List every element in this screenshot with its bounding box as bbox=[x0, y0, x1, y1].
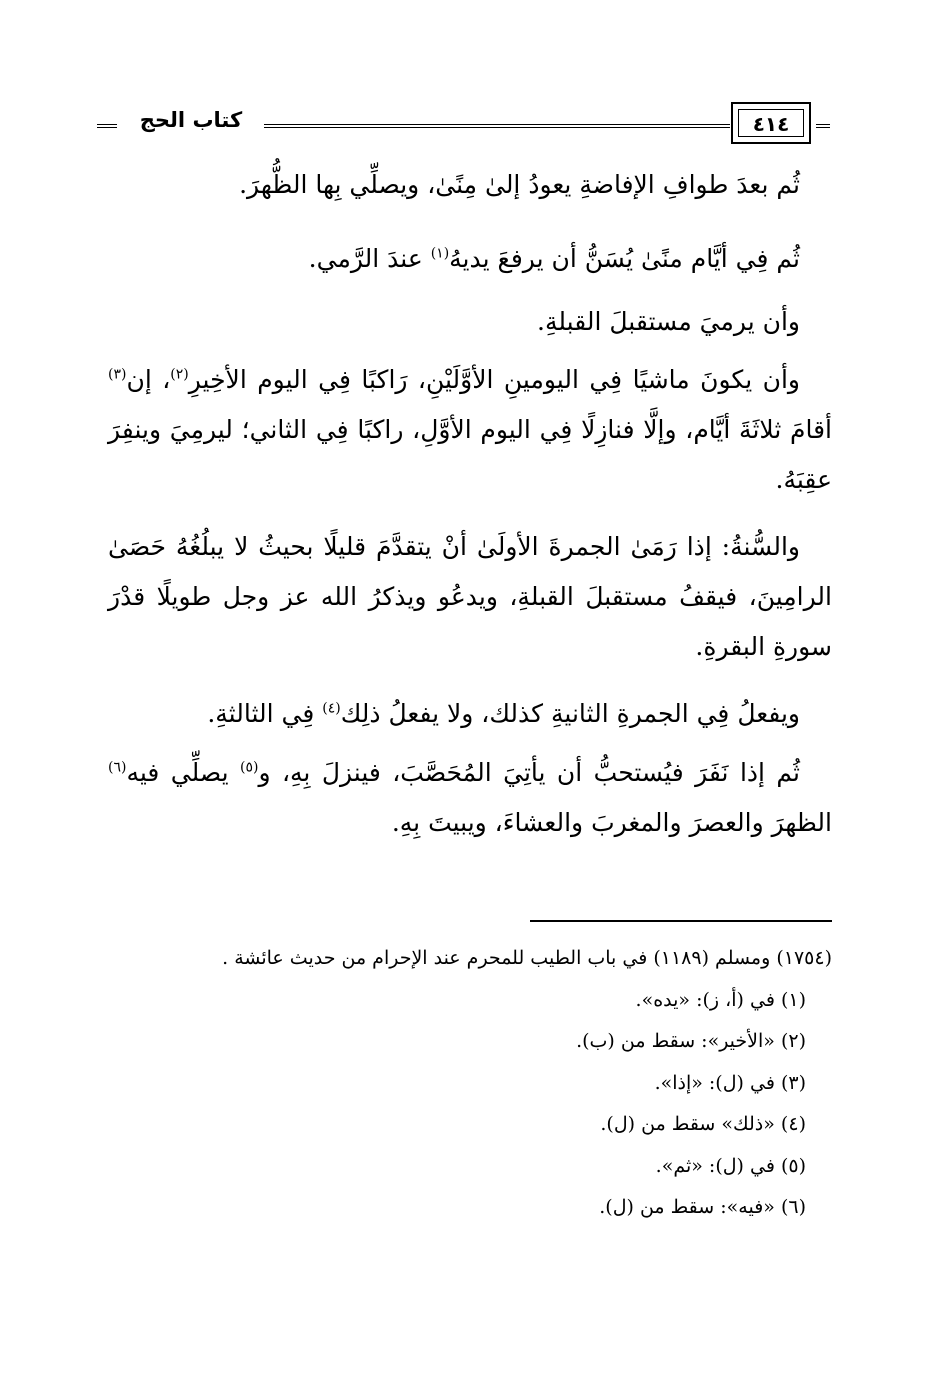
footnote-separator bbox=[530, 920, 832, 922]
paragraph-7 bbox=[108, 748, 832, 848]
paragraph-7-text-a: ثُم إذا نَفَرَ فيُستحبُّ أن يأتِيَ المُحَصَّبَ، فينزلَ بِهِ، و bbox=[258, 758, 800, 787]
header-rule-middle bbox=[264, 124, 730, 128]
footnote-ref-3: (٣) bbox=[108, 366, 127, 383]
paragraph-5: والسُّنةُ: إذا رَمَىٰ الجمرةَ الأولَىٰ أنْ يتقدَّمَ قليلًا بحيثُ لا يبلُغُهُ حَصَىٰ الرامِينَ، فيقفُ مستقبلَ القبلةِ، ويدعُو ويذكرُ الله عز وجل طويلًا قدْرَ سورةِ البقرةِ. bbox=[108, 532, 832, 661]
footnote-continued: (١٧٥٤) ومسلم (١١٨٩) في باب الطيب للمحرم عند الإحرام من حديث عائشة . bbox=[222, 947, 832, 969]
footnote-6: (٦) «فيه»: سقط من (ل). bbox=[599, 1196, 806, 1218]
footnotes bbox=[108, 938, 832, 1229]
footnote-ref-6: (٦) bbox=[108, 759, 127, 776]
paragraph-7-text-c: الظهرَ والعصرَ والمغربَ والعشاءَ، ويبيتَ بِهِ. bbox=[391, 808, 832, 837]
paragraph-4-text-b: ، إن bbox=[126, 365, 171, 394]
paragraph-2 bbox=[108, 234, 832, 284]
footnote-ref-4: (٤) bbox=[322, 700, 341, 717]
paragraph-6-text-end: فِي الثالثةِ. bbox=[207, 699, 323, 728]
footnote-ref-1: (١) bbox=[430, 245, 450, 262]
paragraph-7-text-b: يصلِّي فيه bbox=[126, 758, 240, 787]
paragraph-1: ثُم بعدَ طوافِ الإفاضةِ يعودُ إلىٰ مِنًىٰ، ويصلِّي بِها الظُّهرَ. bbox=[239, 170, 800, 199]
header-rule-left bbox=[97, 124, 117, 128]
book-title: كتاب الحج bbox=[139, 108, 243, 132]
paragraph-6 bbox=[108, 689, 832, 739]
paragraph-2-text-end: عندَ الرَّمي. bbox=[308, 244, 431, 273]
page-header bbox=[0, 0, 944, 160]
page-number: ٤١٤ bbox=[738, 109, 804, 137]
footnote-3: (٣) في (ل): «إذا». bbox=[654, 1071, 806, 1094]
footnote-ref-5: (٥) bbox=[239, 759, 259, 776]
paragraph-4-text-a: وأن يكونَ ماشيًا فِي اليومينِ الأوَّلَيْنِ، رَاكبًا فِي اليوم الأخِيرِ bbox=[188, 365, 800, 394]
paragraph-4-text-c: أقامَ ثلاثَةَ أيَّام، وإلَّا فنازِلًا فِي اليوم الأوَّلِ، راكبًا فِي الثاني؛ ليرمِيَ وينفِرَ عقِبَهُ. bbox=[108, 415, 832, 494]
paragraph-6-text: ويفعلُ فِي الجمرةِ الثانيةِ كذلك، ولا يفعلُ ذلِك bbox=[340, 699, 800, 728]
paragraph-4 bbox=[108, 355, 832, 505]
header-rule-right bbox=[816, 124, 830, 128]
footnote-4: (٤) «ذلك» سقط من (ل). bbox=[600, 1113, 806, 1135]
page-number-box bbox=[731, 102, 811, 144]
footnote-1: (١) في (أ، ز): «يده». bbox=[635, 988, 806, 1011]
paragraph-2-text: ثُم فِي أيَّام منًىٰ يُسَنُّ أن يرفعَ يديهُ bbox=[449, 244, 800, 273]
footnote-ref-2: (٢) bbox=[170, 366, 189, 383]
footnote-2: (٢) «الأخير»: سقط من (ب). bbox=[576, 1030, 806, 1052]
paragraph-3: وأن يرميَ مستقبلَ القبلةِ. bbox=[537, 307, 800, 336]
footnote-5: (٥) في (ل): «ثم». bbox=[655, 1154, 806, 1177]
